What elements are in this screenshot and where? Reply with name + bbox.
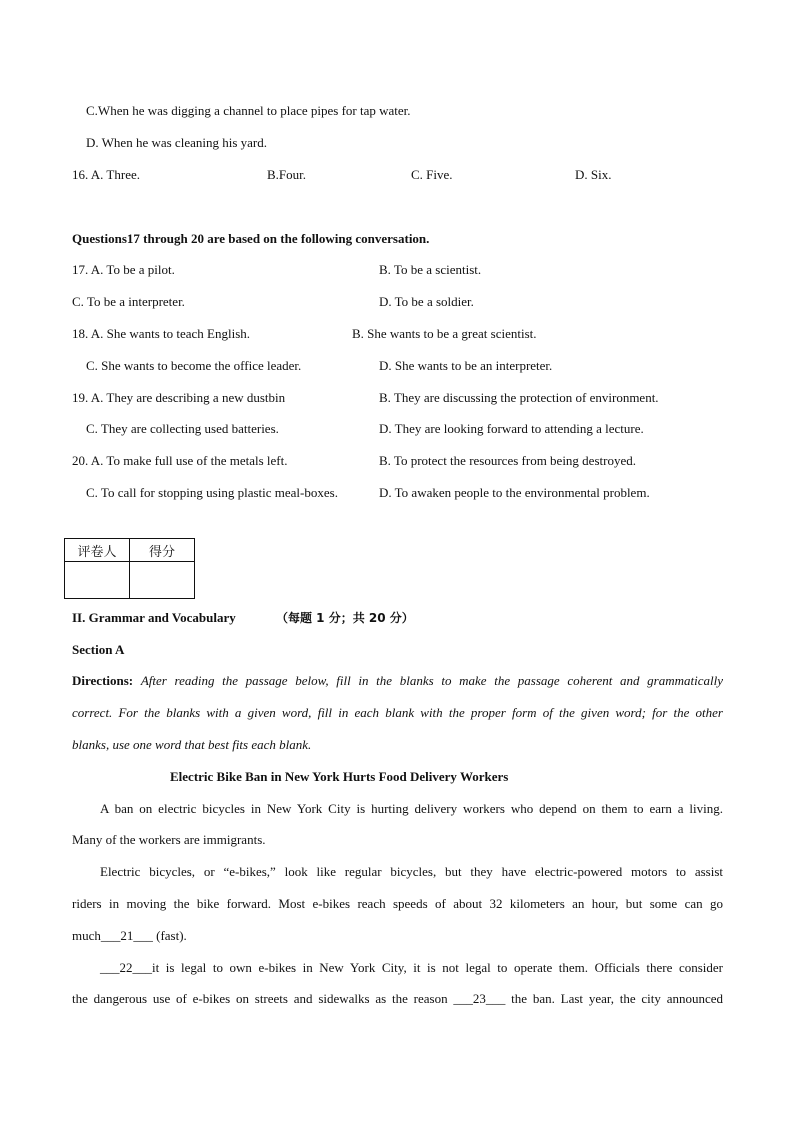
directions-line-1 bbox=[72, 673, 723, 689]
passage-p1-line-2: Many of the workers are immigrants. bbox=[72, 832, 266, 847]
passage-p3-line-2: the dangerous use of e-bikes on streets and sidewalks as the reason ___23___ the ban. Last year, the city announced bbox=[72, 991, 723, 1006]
passage-p2-line-2: riders in moving the bike forward. Most e-bikes reach speeds of about 32 kilometers an hour, but some can go bbox=[72, 896, 723, 911]
q16-option-a: 16. A. Three. bbox=[72, 167, 140, 182]
grader-header: 评卷人 bbox=[65, 539, 130, 562]
score-header: 得分 bbox=[130, 539, 195, 562]
passage-title: Electric Bike Ban in New York Hurts Food Delivery Workers bbox=[170, 769, 509, 784]
section-a-label: Section A bbox=[72, 642, 125, 657]
conversation-heading: Questions17 through 20 are based on the following conversation. bbox=[72, 231, 430, 246]
directions-line-2: correct. For the blanks with a given word, fill in each blank with the proper form of the given word; for the other bbox=[72, 705, 723, 720]
q19-option-b: B. They are discussing the protection of environment. bbox=[379, 390, 659, 405]
q18-option-a: 18. A. She wants to teach English. bbox=[72, 326, 251, 341]
passage-p3-line-1: ___22___it is legal to own e-bikes in New York City, it is not legal to operate them. Officials there consider bbox=[100, 960, 723, 975]
passage-p1-line-1: A ban on electric bicycles in New York City is hurting delivery workers who depend on them to earn a living. bbox=[100, 801, 723, 816]
q17-option-a: 17. A. To be a pilot. bbox=[72, 262, 175, 277]
score-cell bbox=[130, 562, 195, 599]
q19-option-c: C. They are collecting used batteries. bbox=[86, 421, 279, 436]
q15-option-d: D. When he was cleaning his yard. bbox=[86, 135, 267, 150]
passage-p2-line-1: Electric bicycles, or “e-bikes,” look like regular bicycles, but they have electric-powered motors to assist bbox=[100, 864, 723, 879]
q17-option-c: C. To be a interpreter. bbox=[72, 294, 185, 309]
q16-option-c: C. Five. bbox=[411, 167, 453, 182]
q20-option-c: C. To call for stopping using plastic meal-boxes. bbox=[86, 485, 338, 500]
q20-option-d: D. To awaken people to the environmental problem. bbox=[379, 485, 650, 500]
score-table bbox=[64, 538, 195, 599]
q20-option-b: B. To protect the resources from being destroyed. bbox=[379, 453, 636, 468]
q19-option-d: D. They are looking forward to attending a lecture. bbox=[379, 421, 644, 436]
q16-option-d: D. Six. bbox=[575, 167, 612, 182]
q17-option-d: D. To be a soldier. bbox=[379, 294, 474, 309]
grader-cell bbox=[65, 562, 130, 599]
directions-label: Directions: bbox=[72, 673, 134, 688]
section-points: （每题 1 分；共 20 分） bbox=[276, 611, 414, 625]
q20-option-a: 20. A. To make full use of the metals left. bbox=[72, 453, 288, 468]
q19-option-a: 19. A. They are describing a new dustbin bbox=[72, 390, 286, 405]
passage-p2-line-3: much___21___ (fast). bbox=[72, 928, 187, 943]
q15-option-c: C.When he was digging a channel to place pipes for tap water. bbox=[86, 103, 411, 118]
q16-option-b: B.Four. bbox=[267, 167, 307, 182]
q17-option-b: B. To be a scientist. bbox=[379, 262, 482, 277]
directions-line-3: blanks, use one word that best fits each blank. bbox=[72, 737, 312, 752]
q18-option-c: C. She wants to become the office leader. bbox=[86, 358, 302, 373]
section-title: II. Grammar and Vocabulary bbox=[72, 610, 236, 625]
directions-text-1: After reading the passage below, fill in the blanks to make the passage coherent and grammatically bbox=[140, 673, 724, 688]
q18-option-d: D. She wants to be an interpreter. bbox=[379, 358, 553, 373]
q18-option-b: B. She wants to be a great scientist. bbox=[352, 326, 537, 341]
